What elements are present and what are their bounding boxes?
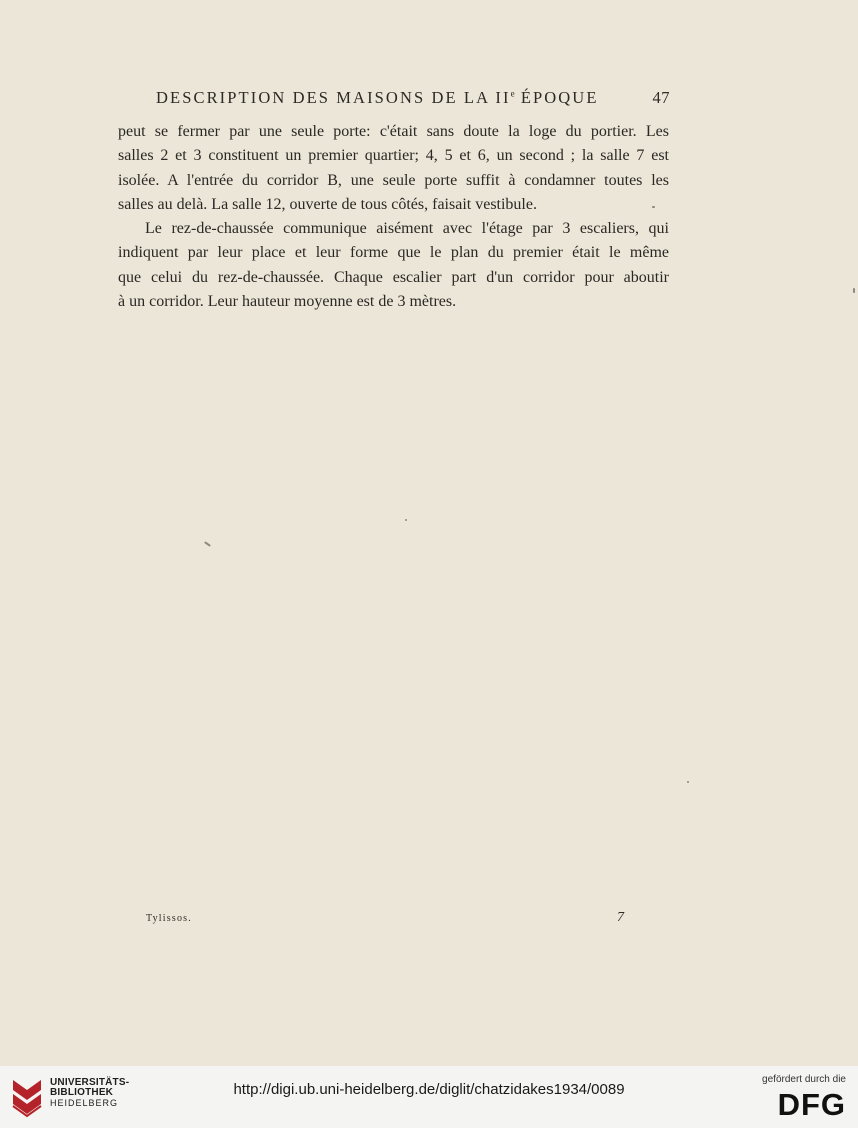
text-line: que celui du rez-de-chaussée. Chaque escalier part d'un corridor pour aboutir xyxy=(118,268,669,286)
paper-speck xyxy=(405,519,407,521)
paper-speck xyxy=(652,206,655,208)
funding-label: gefördert durch die xyxy=(762,1074,846,1085)
text-line: salles au delà. La salle 12, ouverte de tous côtés, faisait vestibule. xyxy=(118,195,537,213)
page-number: 47 xyxy=(652,88,670,107)
paper-speck xyxy=(687,781,689,783)
paper-speck xyxy=(853,288,855,293)
dfg-logo: DFG xyxy=(777,1087,846,1122)
body-text xyxy=(118,120,669,314)
paper-speck xyxy=(204,541,211,547)
permalink-url[interactable]: http://digi.ub.uni-heidelberg.de/diglit/chatzidakes1934/0089 xyxy=(233,1081,625,1098)
text-line: Le rez-de-chaussée communique aisément avec l'étage par 3 escaliers, qui xyxy=(145,220,669,238)
text-line: à un corridor. Leur hauteur moyenne est de 3 mètres. xyxy=(118,293,457,311)
text-line: salles 2 et 3 constituent un premier quartier; 4, 5 et 6, un second ; la salle 7 est xyxy=(118,147,669,165)
signature-mark: Tylissos. xyxy=(146,913,192,924)
text-line: isolée. A l'entrée du corridor B, une seule porte suffit à condamner toutes les xyxy=(118,171,669,189)
text-line: indiquent par leur place et leur forme que le plan du premier était le même xyxy=(118,244,669,262)
library-logo-text: UNIVERSITÄTS- BIBLIOTHEK HEIDELBERG xyxy=(50,1077,130,1108)
running-head xyxy=(156,88,670,112)
signature-number: 7 xyxy=(617,910,624,925)
text-line: peut se fermer par une seule porte: c'était sans doute la loge du portier. Les xyxy=(118,123,669,140)
footer-bar xyxy=(0,1066,858,1128)
running-title: DESCRIPTION DES MAISONS DE LA IIe ÉPOQUE xyxy=(156,88,599,107)
